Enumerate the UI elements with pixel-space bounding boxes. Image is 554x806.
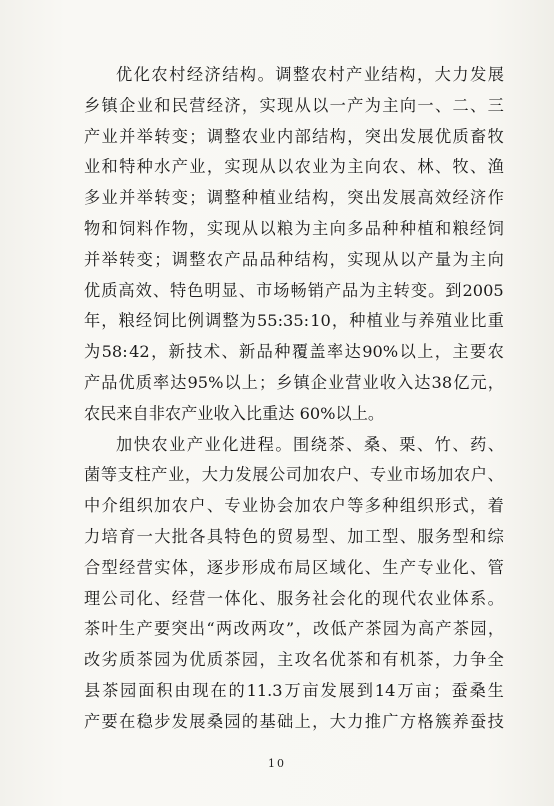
paragraph-1-line-10: 为 58: 42 ， 新 技 术 、 新 品 种 覆 盖 率 达 90% 以 上 ， 主 要 农 <box>84 342 504 362</box>
paragraph-1-line-12: 农民来自非农产业收入比重达 60%以上。 <box>84 403 385 423</box>
paragraph-1-line-1: 优 化 农 村 经 济 结 构 。 调 整 农 村 产 业 结 构 ， 大 力 发 展 <box>116 65 504 84</box>
paragraph-2-line-6: 理 公 司 化 、 经 营 一 体 化 、 服 务 社 会 化 的 现 代 农 业 体 系 。 <box>84 588 504 608</box>
paragraph-1-line-11: 产 品 优 质 率 达 95% 以 上 ； 乡 镇 企 业 营 业 收 入 达 38 亿 元 ， <box>84 372 504 392</box>
paragraph-2-line-7: 茶 叶 生 产 要 突 出 “ 两 改 两 攻 ” ， 改 低 产 茶 园 为 高 产 茶 园 ， <box>84 619 504 639</box>
paragraph-2-line-9: 县 茶 园 面 积 由 现 在 的 11.3 万 亩 发 展 到 14 万 亩 ； 蚕 桑 生 <box>84 680 504 700</box>
paragraph-1-line-9: 年 ， 粮 经 饲 比 例 调 整 为 55:35: 10 ， 种 植 业 与 养 殖 业 比 重 <box>84 311 504 331</box>
body-text <box>84 60 504 738</box>
paragraph-1-line-8: 优 质 高 效 、 特 色 明 显 、 市 场 畅 销 产 品 为 主 转 变 。 到 2005 <box>84 280 504 300</box>
paragraph-2-line-1: 加 快 农 业 产 业 化 进 程 。 围 绕 茶 、 桑 、 栗 、 竹 、 药 、 <box>116 434 504 454</box>
paragraph-1-line-4: 业 和 特 种 水 产 业 ， 实 现 从 以 农 业 为 主 向 农 、 林 、 牧 、 渔 <box>84 157 504 177</box>
paragraph-1-line-7: 并 举 转 变 ； 调 整 农 产 品 品 种 结 构 ， 实 现 从 以 产 量 为 主 向 <box>84 249 504 269</box>
paragraph-1-line-2: 乡 镇 企 业 和 民 营 经 济 ， 实 现 从 以 一 产 为 主 向 一 、 二 、 三 <box>84 95 504 115</box>
paragraph-2-line-4: 力 培 育 一 大 批 各 具 特 色 的 贸 易 型 、 加 工 型 、 服 务 型 和 综 <box>84 526 504 546</box>
paragraph-2-line-5: 合 型 经 营 实 体 ， 逐 步 形 成 布 局 区 域 化 、 生 产 专 业 化 、 管 <box>84 557 504 577</box>
paragraph-2-line-2: 菌 等 支 柱 产 业 ， 大 力 发 展 公 司 加 农 户 、 专 业 市 场 加 农 户 、 <box>84 465 504 485</box>
paragraph-2-line-8: 改 劣 质 茶 园 为 优 质 茶 园 ， 主 攻 名 优 茶 和 有 机 茶 ， 力 争 全 <box>84 650 504 670</box>
paragraph-2-line-10: 产 要 在 稳 步 发 展 桑 园 的 基 础 上 ， 大 力 推 广 方 格 簇 养 蚕 技 <box>84 711 504 731</box>
paragraph-2-line-3: 中 介 组 织 加 农 户 、 专 业 协 会 加 农 户 等 多 种 组 织 形 式 ， 着 <box>84 496 504 516</box>
page-number: 10 <box>268 757 286 770</box>
paragraph-1-line-5: 多 业 并 举 转 变 ； 调 整 种 植 业 结 构 ， 突 出 发 展 高 效 经 济 作 <box>84 188 504 208</box>
paragraph-1-line-6: 物 和 饲 料 作 物 ， 实 现 从 以 粮 为 主 向 多 品 种 种 植 和 粮 经 饲 <box>84 218 504 238</box>
paragraph-1-line-3: 产 业 并 举 转 变 ； 调 整 农 业 内 部 结 构 ， 突 出 发 展 优 质 畜 牧 <box>84 126 504 146</box>
